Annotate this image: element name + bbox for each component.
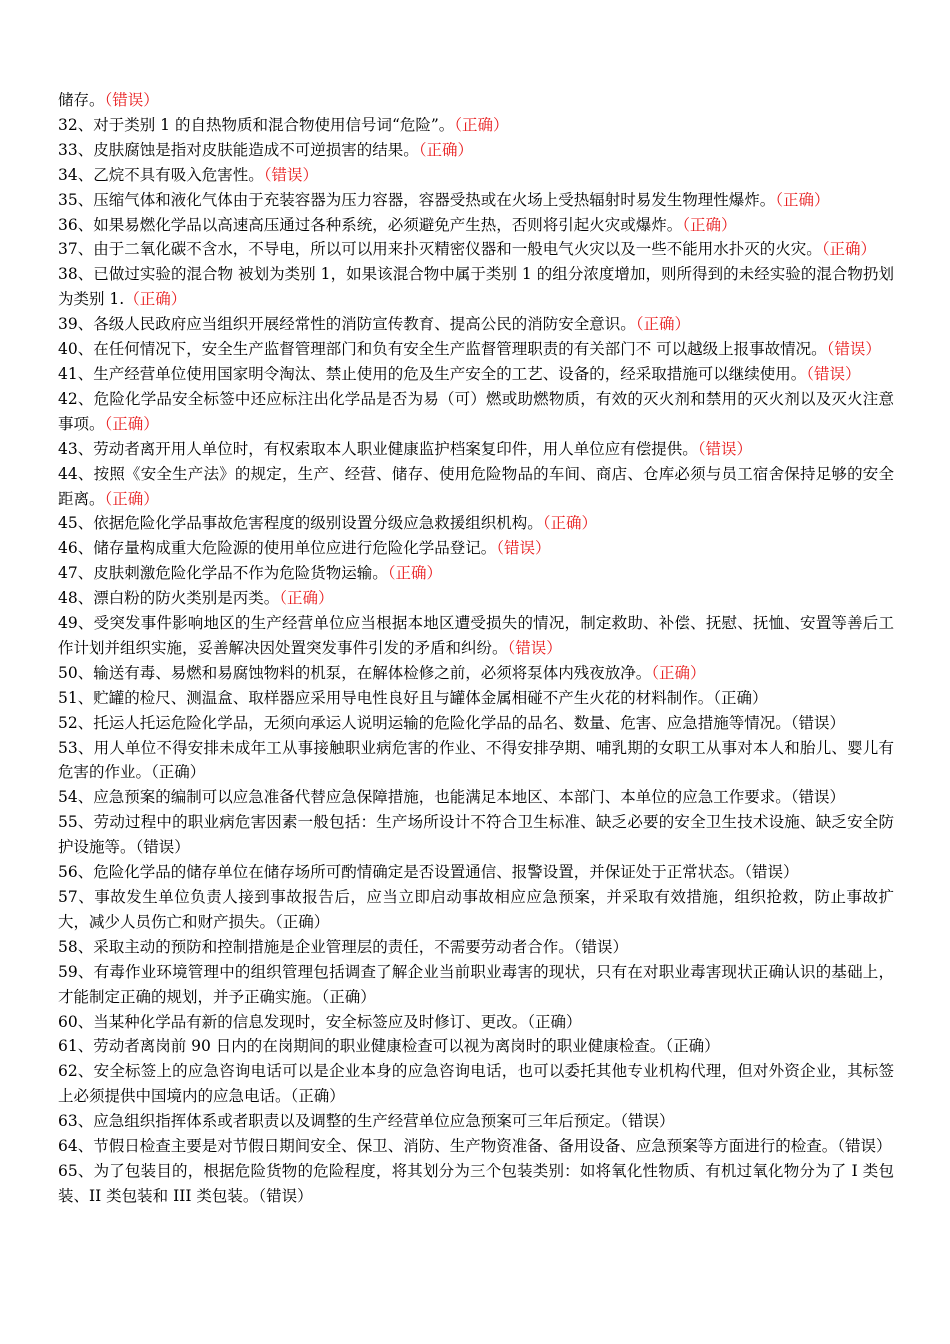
answer-label: （错误） [697,439,752,458]
question-item [58,810,894,860]
answer-label: （错误） [790,788,845,807]
question-text: 50、输送有毒、易燃和易腐蚀物料的机泵，在解体检修之前，必须将泵体内残夜放净。 [58,663,652,682]
answer-label: （正确） [821,240,876,259]
question-item [58,711,894,736]
question-text: 37、由于二氧化碳不含水，不导电，所以可以用来扑灭精密仪器和一般电气火灾以及一些不能用水扑灭的火灾。 [58,240,822,259]
answer-label: （错误） [135,838,190,857]
question-item [58,113,894,138]
question-item [58,163,894,188]
answer-label: （错误） [790,713,845,732]
question-text: 54、应急预案的编制可以应急准备代替应急保障措施，也能满足本地区、本部门、本单位的应急工作要求。 [58,788,791,807]
question-item [58,237,894,262]
answer-label: （正确） [542,514,597,533]
question-text: 56、危险化学品的储存单位在储存场所可酌情确定是否设置通信、报警设置，并保证处于正常状态。 [58,863,745,882]
question-text: 38、已做过实验的混合物 被划为类别 1，如果该混合物中属于类别 1 的组分浓度增加，则所得到的未经实验的混合物扔划为类别 1. [58,265,894,309]
answer-label: （正确） [682,215,737,234]
question-item [58,1059,894,1109]
answer-label: （正确） [104,489,159,508]
answer-label: （错误） [826,340,881,359]
answer-label: （正确） [104,414,159,433]
question-text: 47、皮肤刺激危险化学品不作为危险货物运输。 [58,564,388,583]
question-item [58,586,894,611]
answer-label: （正确） [454,115,509,134]
question-text: 64、节假日检查主要是对节假日期间安全、保卫、消防、生产物资准备、备用设备、应急预案等方面进行的检查。 [58,1137,838,1156]
question-item [58,1159,894,1209]
question-item [58,1010,894,1035]
question-item [58,88,894,113]
question-text: 43、劳动者离开用人单位时，有权索取本人职业健康监护档案复印件，用人单位应有偿提供。 [58,439,698,458]
question-item [58,462,894,512]
answer-label: （正确） [713,688,768,707]
answer-label: （错误） [806,364,861,383]
question-text: 39、各级人民政府应当组织开展经常性的消防宣传教育、提高公民的消防安全意识。 [58,315,636,334]
question-item [58,188,894,213]
question-text: 34、乙烷不具有吸入危害性。 [58,165,264,184]
question-text: 45、依据危险化学品事故危害程度的级别设置分级应急救援组织机构。 [58,514,543,533]
question-item [58,611,894,661]
answer-label: （错误） [258,1186,313,1205]
question-text: 32、对于类别 1 的自热物质和混合物使用信号词“危险”。 [58,115,455,134]
question-text: 65、为了包装目的，根据危险货物的危险程度，将其划分为三个包装类别：如将氧化性物质、有机过氧化物分为了 I 类包装、II 类包装和 III 类包装。 [58,1161,894,1205]
answer-label: （正确） [651,663,706,682]
answer-label: （错误） [573,937,628,956]
answer-label: （正确） [418,140,473,159]
question-item [58,312,894,337]
question-item [58,1034,894,1059]
question-item [58,511,894,536]
answer-label: （正确） [290,1087,345,1106]
question-text: 44、按照《安全生产法》的规定，生产、经营、储存、使用危险物品的车间、商店、仓库必须与员工宿舍保持足够的安全距离。 [58,464,894,508]
question-item [58,1134,894,1159]
question-item [58,686,894,711]
question-text: 59、有毒作业环境管理中的组织管理包括调查了解企业当前职业毒害的现状，只有在对职业毒害现状正确认识的基础上，才能制定正确的规划，并予正确实施。 [58,962,894,1006]
question-text: 33、皮肤腐蚀是指对皮肤能造成不可逆损害的结果。 [58,140,419,159]
question-text: 51、贮罐的检尺、测温盒、取样器应采用导电性良好且与罐体金属相碰不产生火花的材料制作。 [58,688,714,707]
question-item [58,536,894,561]
question-text: 42、危险化学品安全标签中还应标注出化学品是否为易（可）燃或助燃物质，有效的灭火剂和禁用的灭火剂以及灭火注意事项。 [58,389,894,433]
answer-label: （错误） [837,1137,892,1156]
question-text: 36、如果易燃化学品以高速高压通过各种系统，必须避免产生热，否则将引起火灾或爆炸。 [58,215,683,234]
question-item [58,561,894,586]
document-body [58,88,894,1209]
question-item [58,1109,894,1134]
answer-label: （正确） [635,315,690,334]
question-text: 63、应急组织指挥体系或者职责以及调整的生产经营单位应急预案可三年后预定。 [58,1112,621,1131]
question-text: 储存。 [58,91,105,109]
question-item [58,960,894,1010]
question-text: 53、用人单位不得安排未成年工从事接触职业病危害的作业、不得安排孕期、哺乳期的女职工从事对本人和胎儿、婴儿有危害的作业。 [58,738,894,782]
question-text: 48、漂白粉的防火类别是丙类。 [58,589,280,608]
question-text: 40、在任何情况下，安全生产监督管理部门和负有安全生产监督管理职责的有关部门不 可以越级上报事故情况。 [58,340,827,359]
question-text: 62、安全标签上的应急咨询电话可以是企业本身的应急咨询电话，也可以委托其他专业机构代理，但对外资企业，其标签上必须提供中国境内的应急电话。 [58,1062,894,1106]
answer-label: （正确） [279,589,334,608]
answer-label: （正确） [387,564,442,583]
question-item [58,437,894,462]
answer-label: （正确） [527,1012,582,1031]
question-item [58,860,894,885]
question-text: 61、劳动者离岗前 90 日内的在岗期间的职业健康检查可以视为离岗时的职业健康检查。 [58,1037,666,1056]
answer-label: （错误） [620,1112,675,1131]
question-text: 55、劳动过程中的职业病危害因素一般包括：生产场所设计不符合卫生标准、缺乏必要的安全卫生技术设施、缺乏安全防护设施等。 [58,813,894,857]
answer-label: （错误） [496,539,551,558]
question-item [58,935,894,960]
answer-label: （正确） [665,1037,720,1056]
question-item [58,736,894,786]
answer-label: （错误） [263,165,318,184]
question-text: 58、采取主动的预防和控制措施是企业管理层的责任，不需要劳动者合作。 [58,937,574,956]
question-text: 35、压缩气体和液化气体由于充装容器为压力容器，容器受热或在火场上受热辐射时易发生物理性爆炸。 [58,190,776,209]
answer-label: （错误） [744,863,799,882]
answer-label: （正确） [151,763,206,782]
question-text: 49、受突发事件影响地区的生产经营单位应当根据本地区遭受损失的情况，制定救助、补偿、抚慰、抚恤、安置等善后工作计划并组织实施，妥善解决因处置突发事件引发的矛盾和纠纷。 [58,614,894,657]
question-item [58,138,894,163]
answer-label: （正确） [275,912,330,931]
question-item [58,362,894,387]
question-item [58,661,894,686]
question-item [58,387,894,437]
question-item [58,213,894,238]
question-text: 46、储存量构成重大危险源的使用单位应进行危险化学品登记。 [58,539,497,558]
answer-label: （正确） [321,987,376,1006]
answer-label: （正确） [124,290,187,309]
question-text: 52、托运人托运危险化学品，无须向承运人说明运输的危险化学品的品名、数量、危害、应急措施等情况。 [58,713,791,732]
question-text: 41、生产经营单位使用国家明令淘汰、禁止使用的危及生产安全的工艺、设备的，经采取措施可以继续使用。 [58,364,807,383]
answer-label: （正确） [775,190,830,209]
question-item [58,885,894,935]
answer-label: （错误） [507,638,562,657]
question-item [58,785,894,810]
question-item [58,262,894,312]
question-text: 60、当某种化学品有新的信息发现时，安全标签应及时修订、更改。 [58,1012,528,1031]
question-item [58,337,894,362]
question-text: 57、事故发生单位负责人接到事故报告后，应当立即启动事故相应应急预案，并采取有效措施，组织抢救，防止事故扩大，减少人员伤亡和财产损失。 [58,888,894,931]
answer-label: （错误） [104,91,159,109]
